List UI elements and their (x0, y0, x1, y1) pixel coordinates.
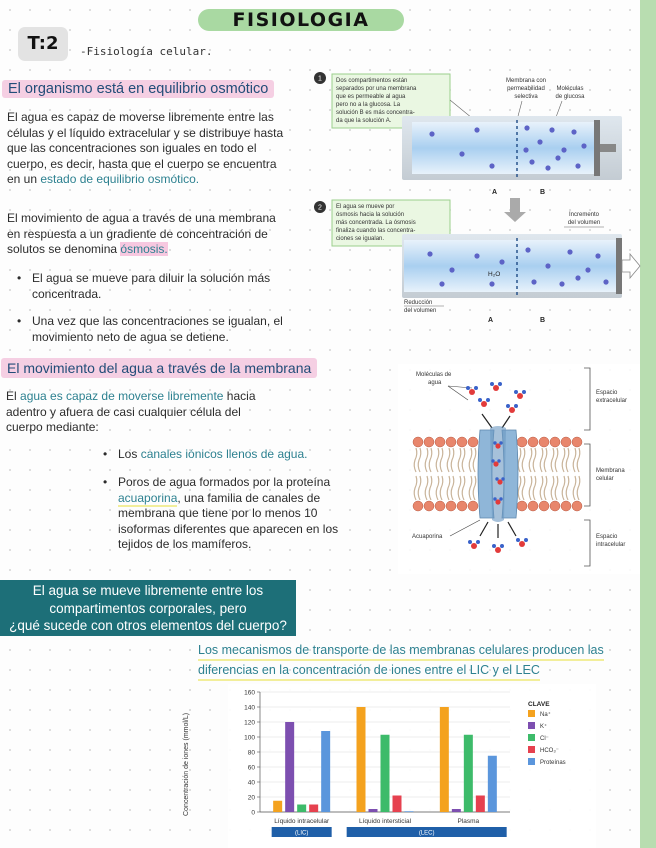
svg-text:permeabilidad: permeabilidad (507, 86, 545, 92)
svg-text:Moléculas: Moléculas (556, 86, 584, 92)
aquaporin-label: Acuaporina (412, 534, 443, 540)
bar-0-2 (297, 805, 306, 813)
legend-swatch (528, 734, 535, 741)
svg-text:del volumen: del volumen (567, 220, 601, 226)
bar-2-0 (440, 707, 449, 812)
y-tick-label: 80 (247, 749, 255, 757)
svg-text:ciones se igualan.: ciones se igualan. (336, 236, 385, 242)
section1-heading: El organismo está en equilibrio osmótico (2, 80, 274, 98)
svg-text:Reducción: Reducción (404, 300, 433, 306)
label-b-top: B (540, 189, 546, 196)
bar-2-2 (464, 735, 473, 812)
bullet-stop: • Una vez que las concentraciones se igualan, el movimiento neto de agua se detiene. (17, 314, 283, 344)
aquaporin-figure (398, 364, 640, 574)
increase-volume-label (568, 212, 600, 226)
label-b-bottom: B (540, 317, 546, 324)
bar-2-3 (476, 796, 485, 813)
legend-swatch (528, 746, 535, 753)
bar-0-4 (321, 731, 330, 812)
bar-2-1 (452, 809, 461, 812)
x-category-label: Líquido intracelular (274, 818, 330, 825)
svg-text:solución B es más concentra-: solución B es más concentra- (336, 110, 415, 116)
volume-arrow (622, 254, 640, 278)
bar-1-3 (393, 796, 402, 813)
group-label: (LEC) (418, 830, 435, 837)
y-tick-label: 60 (247, 764, 255, 772)
svg-text:del volumen: del volumen (404, 308, 437, 314)
y-axis-label: Concentración de iones (mmol/L) (183, 712, 190, 816)
svg-text:selectiva: selectiva (514, 94, 538, 100)
bullet-aquaporin: • Poros de agua formados por la proteína acuaporina, una familia de canales de membrana que tiene por lo menos 10 isoformas diferentes que aparecen en los tejidos de los mamíferos. (103, 475, 339, 552)
bar-1-1 (369, 809, 378, 812)
svg-text:Dos compartimentos están: Dos compartimentos están (336, 78, 408, 84)
svg-text:Moléculas de: Moléculas de (416, 372, 452, 378)
section1-paragraph2: El movimiento de agua a través de una membrana en respuesta a un gradiente de concentración de solutos se denomina ósmosis. (7, 211, 276, 257)
osmosis-figure (312, 70, 640, 330)
legend-label: K⁺ (540, 724, 548, 730)
svg-text:celular: celular (596, 476, 614, 482)
group-label: (LIC) (294, 830, 309, 837)
section2-paragraph: El agua es capaz de moverse libremente hacia adentro y afuera de casi cualquier célula del cuerpo mediante: (6, 389, 256, 435)
mechanisms-text: Los mecanismos de transporte de las membranas celulares producen las diferencias en la concentración de iones entre el LIC y el LEC (198, 641, 638, 681)
right-border (640, 0, 656, 848)
label-a-bottom: A (488, 317, 494, 324)
page-title: FISIOLOGIA (232, 9, 370, 31)
bar-0-3 (309, 805, 318, 813)
legend-label: HCO₃⁻ (540, 748, 559, 754)
legend-label: Cl⁻ (540, 736, 549, 742)
legend-label: Na⁺ (540, 712, 551, 718)
tube-bottom-solution (404, 240, 616, 292)
y-tick-label: 20 (247, 794, 255, 802)
legend-title: CLAVE (528, 701, 550, 708)
svg-text:da que la solución A.: da que la solución A. (336, 118, 392, 124)
svg-text:Espacio: Espacio (596, 534, 618, 540)
legend-label: Proteínas (540, 760, 566, 766)
svg-text:más concentrada. La ósmosis: más concentrada. La ósmosis (336, 220, 416, 226)
label-a-top: A (492, 189, 498, 196)
piston-bottom (616, 238, 622, 294)
callout-box: El agua se mueve libremente entre los compartimentos corporales, pero ¿qué sucede con otros elementos del cuerpo? (0, 580, 296, 636)
piston-top (594, 120, 600, 176)
step1-number: 1 (318, 75, 322, 83)
x-category-label: Plasma (457, 818, 480, 825)
membrane-label (506, 78, 546, 100)
water-moves-term: agua es capaz de moverse libremente (20, 389, 224, 403)
bullet-ion-channels: • Los canales iónicos llenos de agua. (103, 447, 308, 461)
section2-heading: El movimiento del agua a través de la membrana (1, 358, 317, 378)
bar-0-0 (273, 801, 282, 812)
svg-text:ósmosis hacia la solución: ósmosis hacia la solución (336, 212, 405, 218)
ion-concentration-chart (183, 684, 596, 848)
svg-text:intracelular: intracelular (596, 542, 626, 548)
down-arrow (504, 198, 526, 222)
svg-text:separados por una membrana: separados por una membrana (336, 86, 417, 92)
legend-swatch (528, 758, 535, 765)
legend-swatch (528, 710, 535, 717)
osmosis-term: ósmosis. (120, 242, 168, 257)
topic-badge: T:2 (18, 27, 68, 61)
svg-text:que es permeable al agua: que es permeable al agua (336, 94, 406, 100)
svg-text:Membrana: Membrana (596, 468, 625, 474)
aquaporin-channel (478, 426, 518, 522)
bar-1-4 (405, 811, 414, 812)
svg-text:Incremento: Incremento (568, 212, 600, 218)
water-label: H₂O (488, 271, 501, 278)
bar-0-1 (285, 722, 294, 812)
y-tick-label: 120 (244, 719, 255, 727)
glucose-label (555, 86, 585, 100)
y-tick-label: 160 (244, 689, 255, 697)
page-subtitle: -Fisiología celular. (80, 45, 213, 58)
section1-paragraph1: El agua es capaz de moverse libremente entre las células y el líquido extracelular y se distribuye hasta que las concentraciones son iguales en todo el cuerpo, es decir, hasta que el cuerpo se encuentra en un estado de equilibrio osmótico. (7, 110, 284, 187)
legend-swatch (528, 722, 535, 729)
x-category-label: Líquido intersticial (358, 818, 412, 825)
aquaporin-term: acuaporina (118, 490, 178, 505)
svg-text:agua: agua (428, 380, 442, 386)
y-tick-label: 100 (244, 734, 255, 742)
equilibrium-term: estado de equilibrio osmótico. (40, 172, 200, 187)
step2-number: 2 (318, 204, 322, 212)
bar-2-4 (488, 756, 497, 812)
decrease-volume-label (404, 300, 436, 314)
bar-1-2 (381, 735, 390, 812)
y-tick-label: 140 (244, 704, 255, 712)
tube-top-solution (412, 122, 594, 174)
svg-text:El agua se mueve por: El agua se mueve por (336, 204, 395, 210)
y-tick-label: 40 (247, 779, 255, 787)
bar-1-0 (357, 707, 366, 812)
svg-text:finaliza cuando las concentra-: finaliza cuando las concentra- (336, 228, 416, 234)
y-tick-label: 0 (251, 809, 255, 817)
svg-text:Espacio: Espacio (596, 390, 618, 396)
svg-text:de glucosa: de glucosa (555, 94, 585, 100)
svg-text:pero no a la glucosa. La: pero no a la glucosa. La (336, 102, 401, 108)
bullet-dilute: • El agua se mueve para diluir la solución más concentrada. (17, 271, 271, 301)
svg-text:Membrana con: Membrana con (505, 78, 547, 84)
svg-text:extracelular: extracelular (596, 398, 628, 404)
